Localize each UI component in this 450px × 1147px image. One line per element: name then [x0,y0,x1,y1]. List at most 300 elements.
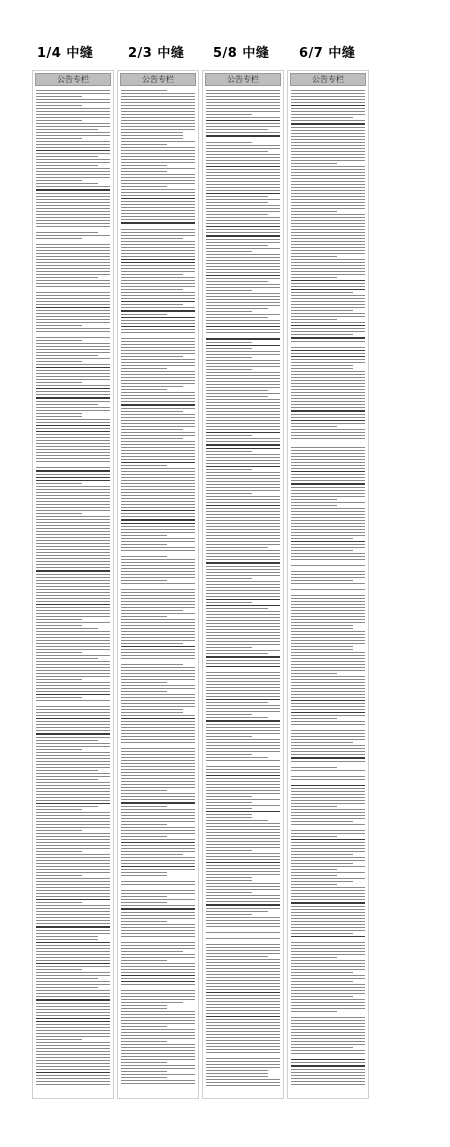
text-line [206,323,280,324]
text-line [291,499,337,500]
text-line [206,287,280,288]
text-line [206,199,280,200]
text-line [291,139,365,140]
text-line [291,1032,365,1033]
text-line [121,942,195,943]
text-line [291,667,365,668]
text-line [291,643,365,644]
text-line [206,947,280,948]
text-line [206,717,268,718]
text-line [206,874,280,875]
text-line [121,356,183,357]
text-line [121,326,195,327]
text-line [121,884,195,885]
text-line [36,159,110,160]
text-line [206,681,280,682]
text-line [121,1062,167,1063]
text-line [291,610,365,611]
text-line [36,564,110,565]
text-line [36,108,110,109]
text-line [121,1011,195,1012]
text-line [291,697,365,698]
text-line [291,229,365,230]
text-line [121,1071,167,1072]
text-line [291,1059,365,1060]
text-line [121,489,195,490]
text-line [206,511,280,512]
text-line [36,1051,110,1052]
text-line [121,619,195,620]
text-line [206,714,252,715]
text-line [121,631,195,632]
text-line [206,751,280,752]
text-line [121,1035,195,1036]
text-line [291,562,365,563]
text-line [206,505,280,506]
text-line [206,974,280,975]
text-line [291,954,365,955]
text-line [291,595,365,596]
text-line [121,283,195,284]
text-line [36,238,82,239]
text-line [36,993,110,994]
text-line [121,286,195,287]
text-line [291,987,365,988]
text-line [36,869,110,870]
text-line [206,1079,280,1080]
text-line [206,490,280,491]
text-line [206,393,280,394]
text-line [291,884,337,885]
text-line [36,730,110,731]
text-line [121,426,195,427]
text-line [36,440,110,441]
text-line [206,254,280,255]
text-line [36,199,110,200]
text-line [36,1078,110,1079]
text-line [121,232,195,233]
text-line [291,875,337,876]
text-line [121,610,183,611]
text-line [36,945,110,946]
text-line [121,256,195,257]
text-line [291,745,365,746]
text-line [121,1017,195,1018]
text-line [36,1006,110,1007]
text-line [291,298,365,299]
text-line [291,625,353,626]
text-line [206,211,280,212]
text-line [36,153,110,154]
text-line [121,688,195,689]
text-line [291,559,365,560]
text-line [121,1020,195,1021]
text-line [121,1005,167,1006]
text-line [206,308,268,309]
text-line [206,980,280,981]
text-line [291,1029,365,1030]
text-line [291,244,365,245]
text-line [121,872,167,873]
text-line [206,90,280,91]
text-line [36,259,110,260]
text-line [206,217,280,218]
column-heading-4: 6/7 中缝 [299,46,356,61]
text-line [121,156,195,157]
text-line [36,123,110,124]
text-line [121,526,195,527]
text-line [291,111,365,112]
text-line [36,373,110,374]
text-line [291,547,365,548]
text-line [121,532,195,533]
text-line [121,447,195,448]
text-line [121,562,195,563]
text-line [121,513,195,514]
text-line [206,769,280,770]
text-line [206,372,280,373]
text-line [121,875,167,876]
text-line [206,602,252,603]
text-line [206,739,280,740]
text-line [206,644,280,645]
text-line [121,371,195,372]
text-line [121,244,195,245]
text-line [206,202,268,203]
text-line [206,550,280,551]
text-line [206,599,280,600]
text-line [36,501,110,502]
text-line [206,1040,280,1041]
text-line [206,844,280,845]
text-line [206,886,280,887]
text-line [206,290,252,291]
text-line [36,767,110,768]
text-line [206,901,280,902]
text-line [291,453,365,454]
text-line [291,465,365,466]
text-line [206,502,280,503]
text-line [291,127,365,128]
text-line [291,854,353,855]
notice-banner-3: 公告专栏 [205,73,281,86]
text-line [206,472,280,473]
text-line [121,981,195,982]
notice-text-block-2 [121,90,195,1095]
text-line [291,520,365,521]
text-line [206,1025,280,1026]
text-line [121,1080,195,1081]
text-line [121,129,195,130]
text-line [36,289,110,290]
text-line [291,1075,365,1076]
text-line [291,532,365,533]
text-line [36,262,110,263]
text-line [206,653,268,654]
text-line [121,450,195,451]
text-line [36,268,110,269]
text-line [36,428,110,429]
text-line [121,802,195,803]
text-line [36,111,110,112]
text-line [206,699,280,700]
text-line [291,628,353,629]
text-line [291,574,365,575]
text-line [121,996,195,997]
text-line [206,745,280,746]
text-line [36,241,110,242]
text-line [206,660,280,661]
text-line [206,908,280,909]
text-line [291,123,365,124]
text-line [121,733,195,734]
text-line [36,580,110,581]
text-line [36,1048,110,1049]
text-line [36,274,110,275]
text-line [36,782,110,783]
text-line [36,875,82,876]
text-line [291,924,365,925]
text-line [36,809,82,810]
text-line [121,108,195,109]
text-line [36,349,110,350]
text-line [36,313,110,314]
text-line [121,559,195,560]
text-line [291,739,365,740]
text-line [121,392,195,393]
text-line [121,147,195,148]
text-line [291,812,365,813]
text-line [206,617,280,618]
text-line [36,770,98,771]
text-line [206,892,252,893]
text-line [36,543,110,544]
text-line [36,232,98,233]
text-line [121,860,195,861]
text-line [291,389,365,390]
text-line [291,1047,353,1048]
text-line [291,102,365,103]
text-line [36,250,110,251]
text-line [36,385,110,386]
text-line [121,978,195,979]
text-line [291,274,365,275]
text-line [291,344,365,345]
text-line [36,969,82,970]
text-line [291,523,365,524]
text-line [121,550,195,551]
text-line [291,975,365,976]
text-line [291,664,365,665]
text-line [291,331,365,332]
text-line [291,754,365,755]
text-line [291,1084,365,1085]
text-line [121,842,195,843]
text-line [121,742,195,743]
text-line [291,368,353,369]
text-line [291,341,365,342]
text-line [291,490,365,491]
text-line [206,190,280,191]
text-line [206,766,280,767]
text-line [206,1064,280,1065]
text-line [206,335,280,336]
text-line [291,487,365,488]
text-line [121,519,195,520]
text-line [36,470,110,471]
text-line [291,1005,365,1006]
text-line [36,1054,110,1055]
text-line [121,347,195,348]
text-line [206,181,280,182]
text-line [36,586,110,587]
text-line [206,463,280,464]
text-line [206,363,280,364]
text-line [291,718,337,719]
text-line [36,425,110,426]
text-line [291,761,365,762]
text-line [36,923,110,924]
text-line [291,890,365,891]
text-line [291,969,365,970]
text-line [36,833,110,834]
text-line [291,966,365,967]
text-line [121,1014,195,1015]
text-line [291,990,365,991]
text-line [121,712,183,713]
text-line [206,132,280,133]
text-line [121,117,195,118]
text-line [121,809,195,810]
text-line [36,379,110,380]
text-line [121,793,195,794]
text-line [121,589,195,590]
text-line [36,607,110,608]
text-line [206,275,280,276]
text-line [206,438,280,439]
text-line [36,337,110,338]
text-line [206,114,252,115]
text-line [206,1055,280,1056]
text-line [206,1070,268,1071]
text-line [291,848,365,849]
text-line [206,950,280,951]
text-line [121,685,195,686]
text-line [36,1057,110,1058]
text-line [121,845,195,846]
text-line [291,319,337,320]
text-line [36,1045,110,1046]
text-line [36,174,110,175]
text-line [291,957,337,958]
text-line [291,1017,365,1018]
text-line [291,851,365,852]
text-line [121,927,195,928]
text-line [206,989,280,990]
text-line [121,670,195,671]
text-line [36,295,110,296]
text-line [291,325,365,326]
text-line [121,697,195,698]
text-line [206,160,280,161]
text-line [121,168,195,169]
text-line [121,806,167,807]
text-line [291,601,365,602]
text-line [206,853,280,854]
text-line [121,921,167,922]
text-line [291,96,365,97]
text-line [206,96,280,97]
text-line [36,670,110,671]
text-line [121,180,195,181]
text-line [36,761,110,762]
text-line [291,893,365,894]
text-line [121,827,195,828]
text-line [291,1023,365,1024]
text-line [206,329,280,330]
text-line [206,451,252,452]
text-line [121,213,195,214]
text-line [291,1078,365,1079]
text-line [291,1035,365,1036]
text-line [36,265,110,266]
text-line [121,676,195,677]
text-line [291,1050,365,1051]
text-line [206,493,252,494]
text-line [121,833,195,834]
text-line [121,754,195,755]
text-line [291,960,365,961]
text-line [291,571,365,572]
text-line [36,301,110,302]
text-line [206,811,280,812]
text-line [121,790,167,791]
text-line [121,141,195,142]
text-line [36,90,110,91]
text-line [121,486,195,487]
text-line [291,350,365,351]
text-line [36,984,110,985]
text-line [206,220,280,221]
text-line [206,938,280,939]
text-line [291,553,365,554]
text-line [121,93,195,94]
text-line [291,788,365,789]
text-line [36,996,110,997]
text-line [36,797,110,798]
text-line [291,727,365,728]
text-line [291,942,365,943]
text-line [291,730,365,731]
text-line [206,414,280,415]
text-line [291,887,365,888]
text-line [206,1067,280,1068]
text-line [121,359,195,360]
text-line [291,386,365,387]
text-line [291,776,365,777]
text-line [121,453,195,454]
text-line [121,667,195,668]
text-line [291,471,365,472]
text-line [291,160,365,161]
text-line [36,827,110,828]
text-line [291,202,365,203]
text-line [206,351,280,352]
text-line [36,455,110,456]
text-line [206,802,252,803]
text-line [121,483,195,484]
text-line [291,151,365,152]
